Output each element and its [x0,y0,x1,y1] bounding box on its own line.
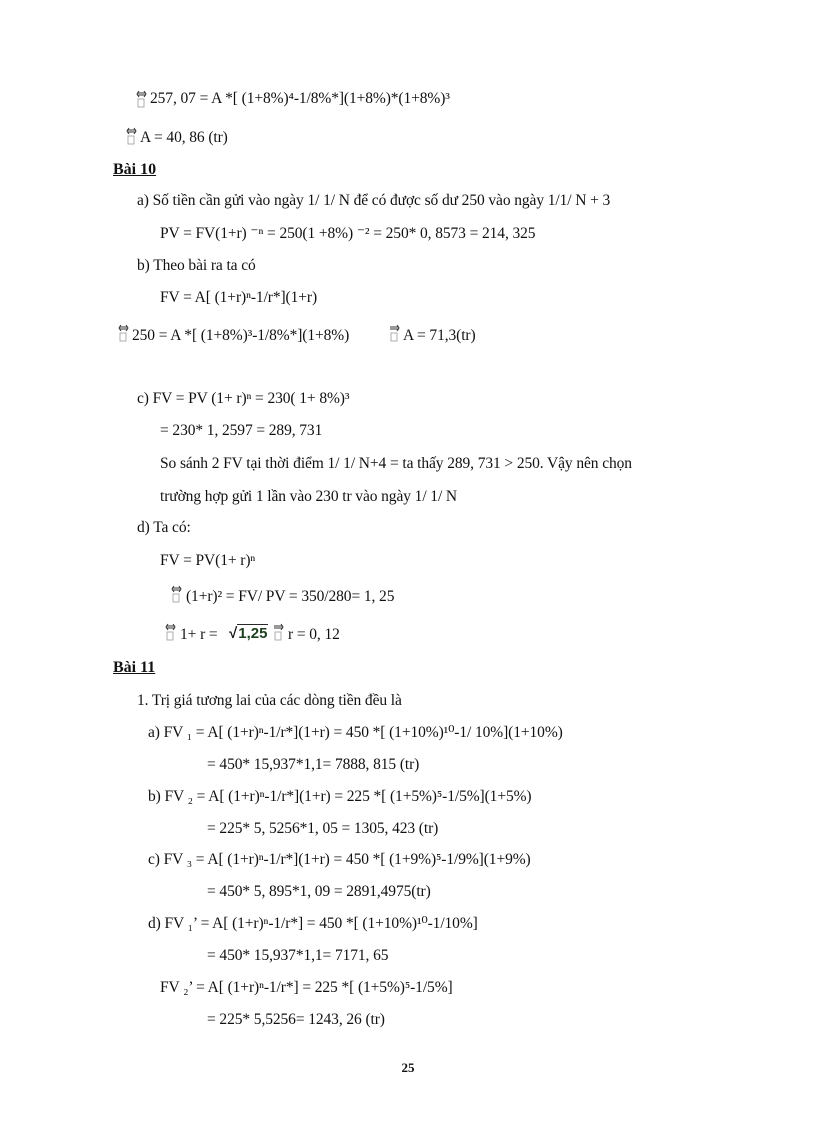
square-root-expression [229,624,268,644]
list-item: b) Theo bài ra ta có [137,257,256,274]
equation-line: 1+ r = [180,626,218,643]
radical-sign: √ [229,625,238,642]
equation-line: FV = PV(1+ r)ⁿ [160,552,256,569]
implies-icon [273,622,284,642]
equation-line: (1+r)² = FV/ PV = 350/280= 1, 25 [186,588,395,605]
equation-line: = 225* 5,5256= 1243, 26 (tr) [207,1011,385,1028]
paragraph-line: trường hợp gửi 1 lần vào 230 tr vào ngày 1/ 1/ N [160,488,458,505]
section-heading: Bài 11 [113,659,156,676]
equation-line: = 225* 5, 5256*1, 05 = 1305, 423 (tr) [207,820,439,837]
list-item: 1. Trị giá tương lai của các dòng tiền đều là [137,692,402,709]
equation-line: 250 = A *[ (1+8%)³-1/8%*](1+8%) [132,327,350,344]
equation-line: PV = FV(1+r) ⁻ⁿ = 250(1 +8%) ⁻² = 250* 0, 8573 = 214, 325 [160,225,536,242]
equivalence-icon [126,126,137,146]
equivalence-icon [118,323,129,343]
equation-line: A = 71,3(tr) [403,327,476,344]
list-item: c) FV ₃ = A[ (1+r)ⁿ-1/r*](1+r) = 450 *[ (1+9%)⁵-1/9%](1+9%) [148,851,531,868]
equivalence-icon [171,584,182,604]
equivalence-icon [165,622,176,642]
implies-icon [389,323,400,343]
section-heading: Bài 10 [113,161,157,178]
equation-line: r = 0, 12 [288,626,340,643]
equivalence-icon [136,89,147,109]
equation-line: 257, 07 = A *[ (1+8%)⁴-1/8%*](1+8%)*(1+8%)³ [150,90,450,107]
radicand: 1,25 [238,625,268,642]
list-item: c) FV = PV (1+ r)ⁿ = 230( 1+ 8%)³ [137,390,350,407]
list-item: a) Số tiền cần gửi vào ngày 1/ 1/ N để có được số dư 250 vào ngày 1/1/ N + 3 [137,192,611,209]
equation-line: FV ₂’ = A[ (1+r)ⁿ-1/r*] = 225 *[ (1+5%)⁵-1/5%] [160,979,453,996]
list-item: d) Ta có: [137,519,191,536]
equation-line: = 450* 15,937*1,1= 7171, 65 [207,947,389,964]
list-item: b) FV ₂ = A[ (1+r)ⁿ-1/r*](1+r) = 225 *[ (1+5%)⁵-1/5%](1+5%) [148,788,532,805]
list-item: d) FV ₁’ = A[ (1+r)ⁿ-1/r*] = 450 *[ (1+10%)¹⁰-1/10%] [148,915,478,932]
equation-line: A = 40, 86 (tr) [140,129,228,146]
page-number: 25 [401,1060,415,1075]
paragraph-line: So sánh 2 FV tại thời điểm 1/ 1/ N+4 = ta thấy 289, 731 > 250. Vậy nên chọn [160,455,632,472]
list-item: a) FV ₁ = A[ (1+r)ⁿ-1/r*](1+r) = 450 *[ (1+10%)¹⁰-1/ 10%](1+10%) [148,724,563,741]
equation-line: FV = A[ (1+r)ⁿ-1/r*](1+r) [160,289,318,306]
equation-line: = 230* 1, 2597 = 289, 731 [160,422,323,439]
equation-line: = 450* 5, 895*1, 09 = 2891,4975(tr) [207,883,431,900]
equation-line: = 450* 15,937*1,1= 7888, 815 (tr) [207,756,420,773]
